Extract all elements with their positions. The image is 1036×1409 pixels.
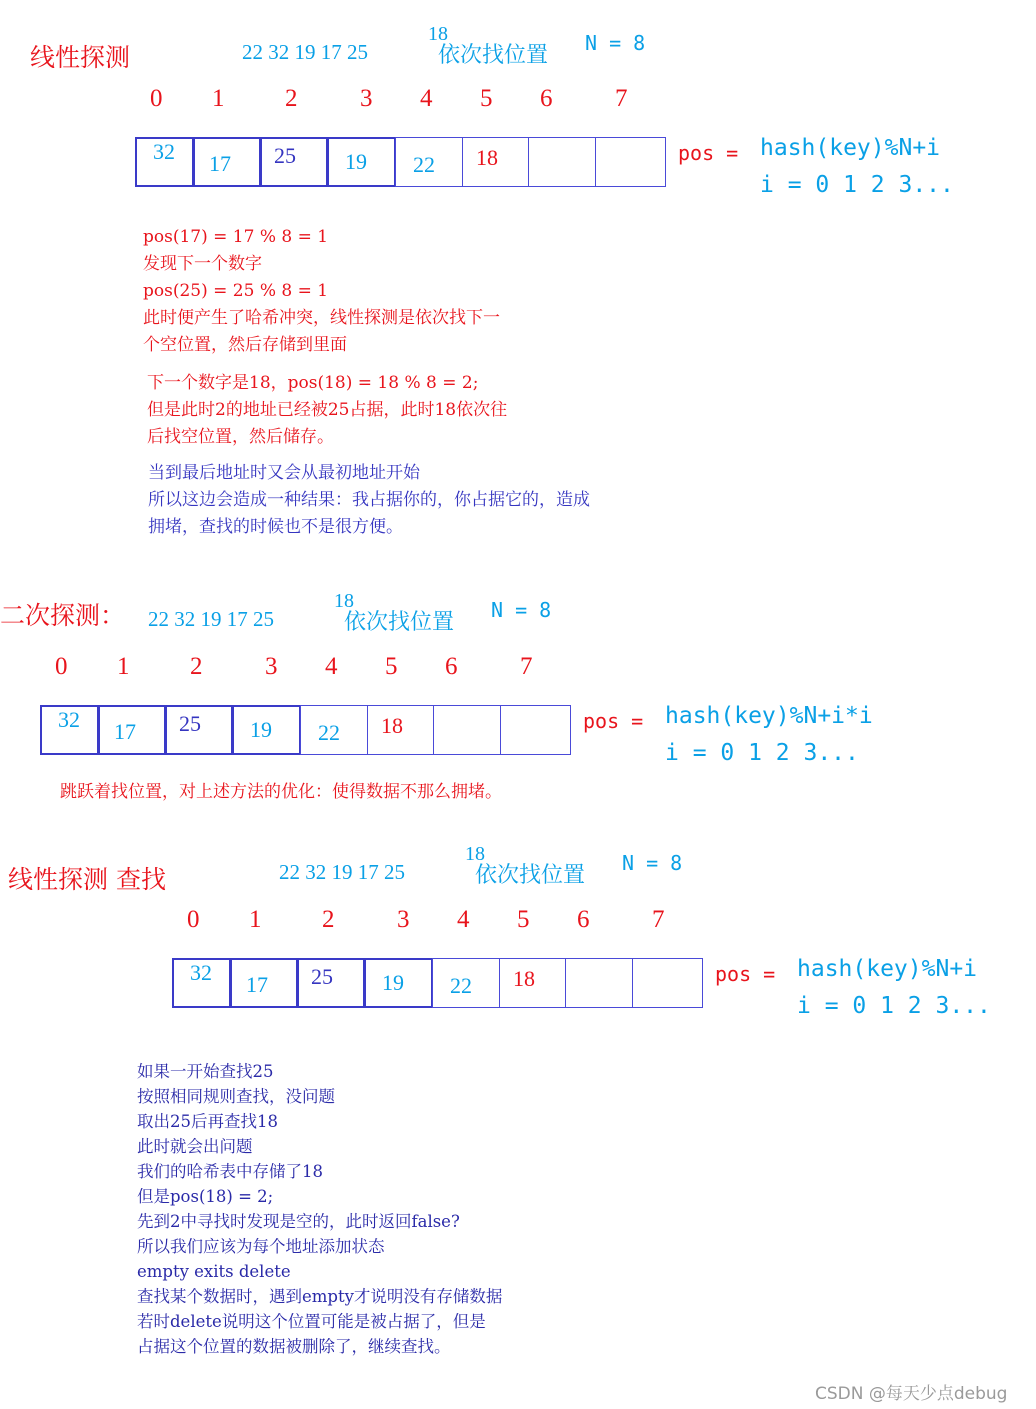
index-label: 0 bbox=[150, 85, 163, 112]
sequence-superscript: 18 bbox=[428, 23, 448, 45]
slot-value: 25 bbox=[311, 964, 333, 989]
slot-value: 18 bbox=[381, 713, 403, 738]
slot-value: 17 bbox=[246, 972, 268, 997]
hash-slot bbox=[565, 958, 633, 1008]
note-line: pos(25) = 25 % 8 = 1 bbox=[143, 281, 329, 301]
hash-formula: hash(key)%N+i bbox=[797, 956, 978, 982]
index-label: 6 bbox=[445, 653, 458, 680]
slot-value: 32 bbox=[153, 139, 175, 164]
i-values: i = 0 1 2 3... bbox=[760, 172, 954, 198]
index-label: 5 bbox=[385, 653, 398, 680]
index-label: 3 bbox=[360, 85, 373, 112]
note-line: pos(17) = 17 % 8 = 1 bbox=[143, 227, 329, 247]
pos-label: pos = bbox=[583, 709, 644, 733]
section-title: 线性探测 bbox=[30, 43, 131, 72]
insert-sequence: 22 32 19 17 25 bbox=[148, 607, 274, 631]
index-label: 3 bbox=[265, 653, 278, 680]
pos-label: pos = bbox=[678, 141, 739, 165]
note-line: 发现下一个数字 bbox=[143, 254, 262, 274]
note-line: 所以我们应该为每个地址添加状态 bbox=[137, 1237, 385, 1256]
note-line: 但是此时2的地址已经被25占据，此时18依次往 bbox=[147, 400, 508, 420]
slot-value: 17 bbox=[209, 151, 231, 176]
note-line: 跳跃着找位置，对上述方法的优化：使得数据不那么拥堵。 bbox=[60, 782, 502, 802]
hash-slot bbox=[433, 705, 501, 755]
slot-value: 22 bbox=[318, 720, 340, 745]
note-line: 当到最后地址时又会从最初地址开始 bbox=[148, 463, 420, 483]
slot-value: 22 bbox=[413, 152, 435, 177]
index-label: 7 bbox=[652, 906, 665, 933]
index-label: 2 bbox=[322, 906, 335, 933]
note-line: 此时就会出问题 bbox=[137, 1137, 253, 1156]
section-title: 二次探测： bbox=[0, 601, 126, 630]
i-values: i = 0 1 2 3... bbox=[797, 993, 991, 1019]
note-line: 按照相同规则查找，没问题 bbox=[137, 1087, 335, 1106]
slot-value: 19 bbox=[250, 717, 272, 742]
index-label: 7 bbox=[520, 653, 533, 680]
slot-value: 18 bbox=[476, 145, 498, 170]
slot-value: 19 bbox=[345, 149, 367, 174]
section-title: 线性探测 查找 bbox=[8, 865, 166, 894]
pos-label: pos = bbox=[715, 962, 776, 986]
hash-slot bbox=[632, 958, 703, 1008]
slot-value: 25 bbox=[179, 711, 201, 736]
note-line: 如果一开始查找25 bbox=[137, 1062, 274, 1081]
note-line: empty exits delete bbox=[137, 1262, 291, 1281]
index-label: 4 bbox=[325, 653, 338, 680]
index-label: 4 bbox=[457, 906, 470, 933]
insert-sequence: 22 32 19 17 25 bbox=[242, 40, 368, 64]
note-line: 我们的哈希表中存储了18 bbox=[137, 1162, 323, 1181]
watermark: CSDN @每天少点debug bbox=[815, 1384, 1008, 1404]
i-values: i = 0 1 2 3... bbox=[665, 740, 859, 766]
n-label: N = 8 bbox=[491, 598, 552, 622]
note-line: 查找某个数据时，遇到empty才说明没有存储数据 bbox=[137, 1287, 503, 1306]
slot-value: 25 bbox=[274, 143, 296, 168]
slot-value: 18 bbox=[513, 966, 535, 991]
index-label: 1 bbox=[249, 906, 262, 933]
slot-value: 19 bbox=[382, 970, 404, 995]
hash-formula: hash(key)%N+i bbox=[760, 135, 941, 161]
slot-value: 22 bbox=[450, 973, 472, 998]
note-line: 下一个数字是18，pos(18) = 18 % 8 = 2; bbox=[147, 373, 479, 393]
sequence-note: 依次找位置 bbox=[344, 609, 455, 634]
index-label: 2 bbox=[190, 653, 203, 680]
note-line: 若时delete说明这个位置可能是被占据了，但是 bbox=[137, 1312, 486, 1331]
index-label: 5 bbox=[480, 85, 493, 112]
n-label: N = 8 bbox=[585, 31, 646, 55]
note-line: 个空位置，然后存储到里面 bbox=[143, 335, 347, 355]
index-label: 2 bbox=[285, 85, 298, 112]
note-line: 取出25后再查找18 bbox=[137, 1112, 278, 1131]
slot-value: 32 bbox=[190, 960, 212, 985]
index-label: 0 bbox=[187, 906, 200, 933]
index-label: 0 bbox=[55, 653, 68, 680]
hash-slot bbox=[528, 137, 596, 187]
note-line: 拥堵，查找的时候也不是很方便。 bbox=[148, 517, 403, 537]
index-label: 6 bbox=[577, 906, 590, 933]
sequence-superscript: 18 bbox=[334, 590, 354, 612]
hash-formula: hash(key)%N+i*i bbox=[665, 703, 873, 729]
note-line: 所以这边会造成一种结果：我占据你的，你占据它的，造成 bbox=[148, 490, 590, 510]
sequence-superscript: 18 bbox=[465, 843, 485, 865]
index-label: 1 bbox=[117, 653, 130, 680]
note-line: 但是pos(18) = 2; bbox=[137, 1187, 274, 1206]
note-line: 此时便产生了哈希冲突，线性探测是依次找下一 bbox=[143, 308, 500, 328]
insert-sequence: 22 32 19 17 25 bbox=[279, 860, 405, 884]
note-line: 先到2中寻找时发现是空的，此时返回false? bbox=[137, 1212, 460, 1231]
index-label: 3 bbox=[397, 906, 410, 933]
index-label: 7 bbox=[615, 85, 628, 112]
slot-value: 32 bbox=[58, 707, 80, 732]
note-line: 后找空位置，然后储存。 bbox=[147, 427, 334, 447]
sequence-note: 依次找位置 bbox=[475, 862, 586, 887]
index-label: 1 bbox=[212, 85, 225, 112]
hash-slot bbox=[500, 705, 571, 755]
index-label: 4 bbox=[420, 85, 433, 112]
note-line: 占据这个位置的数据被删除了，继续查找。 bbox=[137, 1337, 451, 1356]
n-label: N = 8 bbox=[622, 851, 683, 875]
sequence-note: 依次找位置 bbox=[438, 42, 549, 67]
index-label: 5 bbox=[517, 906, 530, 933]
slot-value: 17 bbox=[114, 719, 136, 744]
index-label: 6 bbox=[540, 85, 553, 112]
hash-slot bbox=[595, 137, 666, 187]
